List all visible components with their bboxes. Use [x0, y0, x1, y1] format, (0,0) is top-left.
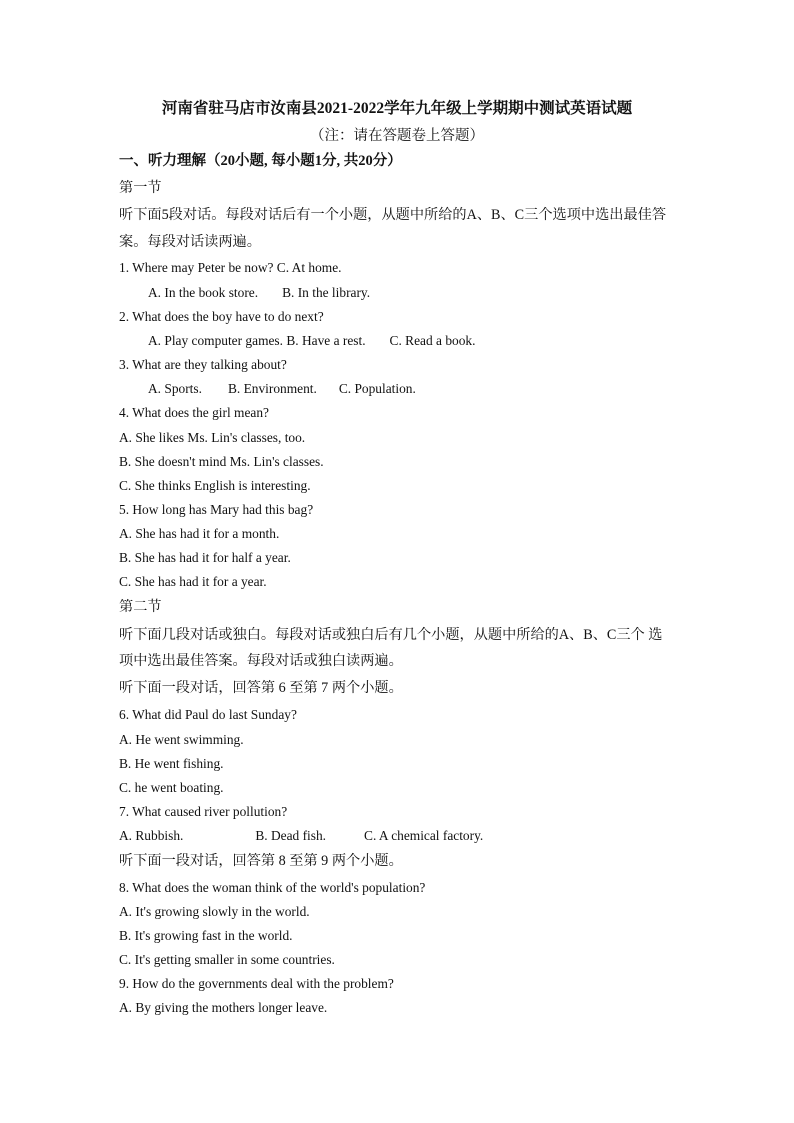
question-9: 9. How do the governments deal with the problem?: [119, 976, 394, 991]
section2-label: 第二节: [119, 599, 162, 615]
exam-title: 河南省驻马店市汝南县2021-2022学年九年级上学期期中测试英语试题: [161, 100, 633, 117]
option-5a: A. She has had it for a month.: [119, 526, 280, 541]
question-6: 6. What did Paul do last Sunday?: [119, 707, 297, 722]
option-4b: B. She doesn't mind Ms. Lin's classes.: [119, 454, 324, 469]
option-2ab: A. Play computer games. B. Have a rest.: [148, 333, 366, 348]
group-1-instruction: 听下面一段对话，回答第 6 至第 7 两个小题。: [119, 680, 403, 696]
option-7a: A. Rubbish.: [119, 828, 184, 843]
section1-instruction-1: 听下面5段对话。每段对话后有一个小题，从题中所给的A、B、C三个选项中选出最佳答: [119, 207, 667, 223]
section2-instruction-2: 项中选出最佳答案。每段对话或独白读两遍。: [119, 653, 403, 669]
option-9a: A. By giving the mothers longer leave.: [119, 1000, 328, 1015]
question-7: 7. What caused river pollution?: [119, 804, 288, 819]
question-8: 8. What does the woman think of the world's population?: [119, 880, 426, 895]
option-3c: C. Population.: [338, 381, 416, 396]
option-4c: C. She thinks English is interesting.: [119, 478, 311, 493]
option-7b: B. Dead fish.: [255, 828, 327, 843]
question-1: 1. Where may Peter be now? C. At home.: [119, 260, 342, 275]
option-1b: B. In the library.: [282, 285, 371, 300]
option-3a: A. Sports.: [148, 381, 202, 396]
part1-heading: 一、听力理解（20小题, 每小题1分, 共20分）: [119, 153, 402, 169]
option-1a: A. In the book store.: [148, 285, 259, 300]
option-8b: B. It's growing fast in the world.: [119, 928, 293, 943]
section1-label: 第一节: [119, 180, 162, 196]
group-2-instruction: 听下面一段对话，回答第 8 至第 9 两个小题。: [119, 853, 403, 869]
question-7-options: [119, 827, 483, 845]
question-1-options: [148, 284, 370, 302]
section2-instruction-1: 听下面几段对话或独白。每段对话或独白后有几个小题，从题中所给的A、B、C三个 选: [119, 627, 663, 643]
option-8c: C. It's getting smaller in some countries.: [119, 952, 335, 967]
section1-instruction-2: 案。每段对话读两遍。: [119, 234, 261, 250]
option-2c: C. Read a book.: [389, 333, 476, 348]
option-7c: C. A chemical factory.: [364, 828, 484, 843]
question-2: 2. What does the boy have to do next?: [119, 309, 324, 324]
option-6b: B. He went fishing.: [119, 756, 224, 771]
option-5b: B. She has had it for half a year.: [119, 550, 291, 565]
question-4: 4. What does the girl mean?: [119, 405, 269, 420]
option-5c: C. She has had it for a year.: [119, 574, 267, 589]
option-3b: B. Environment.: [227, 381, 317, 396]
question-2-options: [148, 332, 475, 350]
exam-note: （注：请在答题卷上答题）: [310, 128, 484, 144]
option-8a: A. It's growing slowly in the world.: [119, 904, 310, 919]
question-5: 5. How long has Mary had this bag?: [119, 502, 314, 517]
option-4a: A. She likes Ms. Lin's classes, too.: [119, 430, 306, 445]
question-3-options: [148, 380, 416, 398]
option-6c: C. he went boating.: [119, 780, 224, 795]
option-6a: A. He went swimming.: [119, 732, 244, 747]
question-3: 3. What are they talking about?: [119, 357, 287, 372]
